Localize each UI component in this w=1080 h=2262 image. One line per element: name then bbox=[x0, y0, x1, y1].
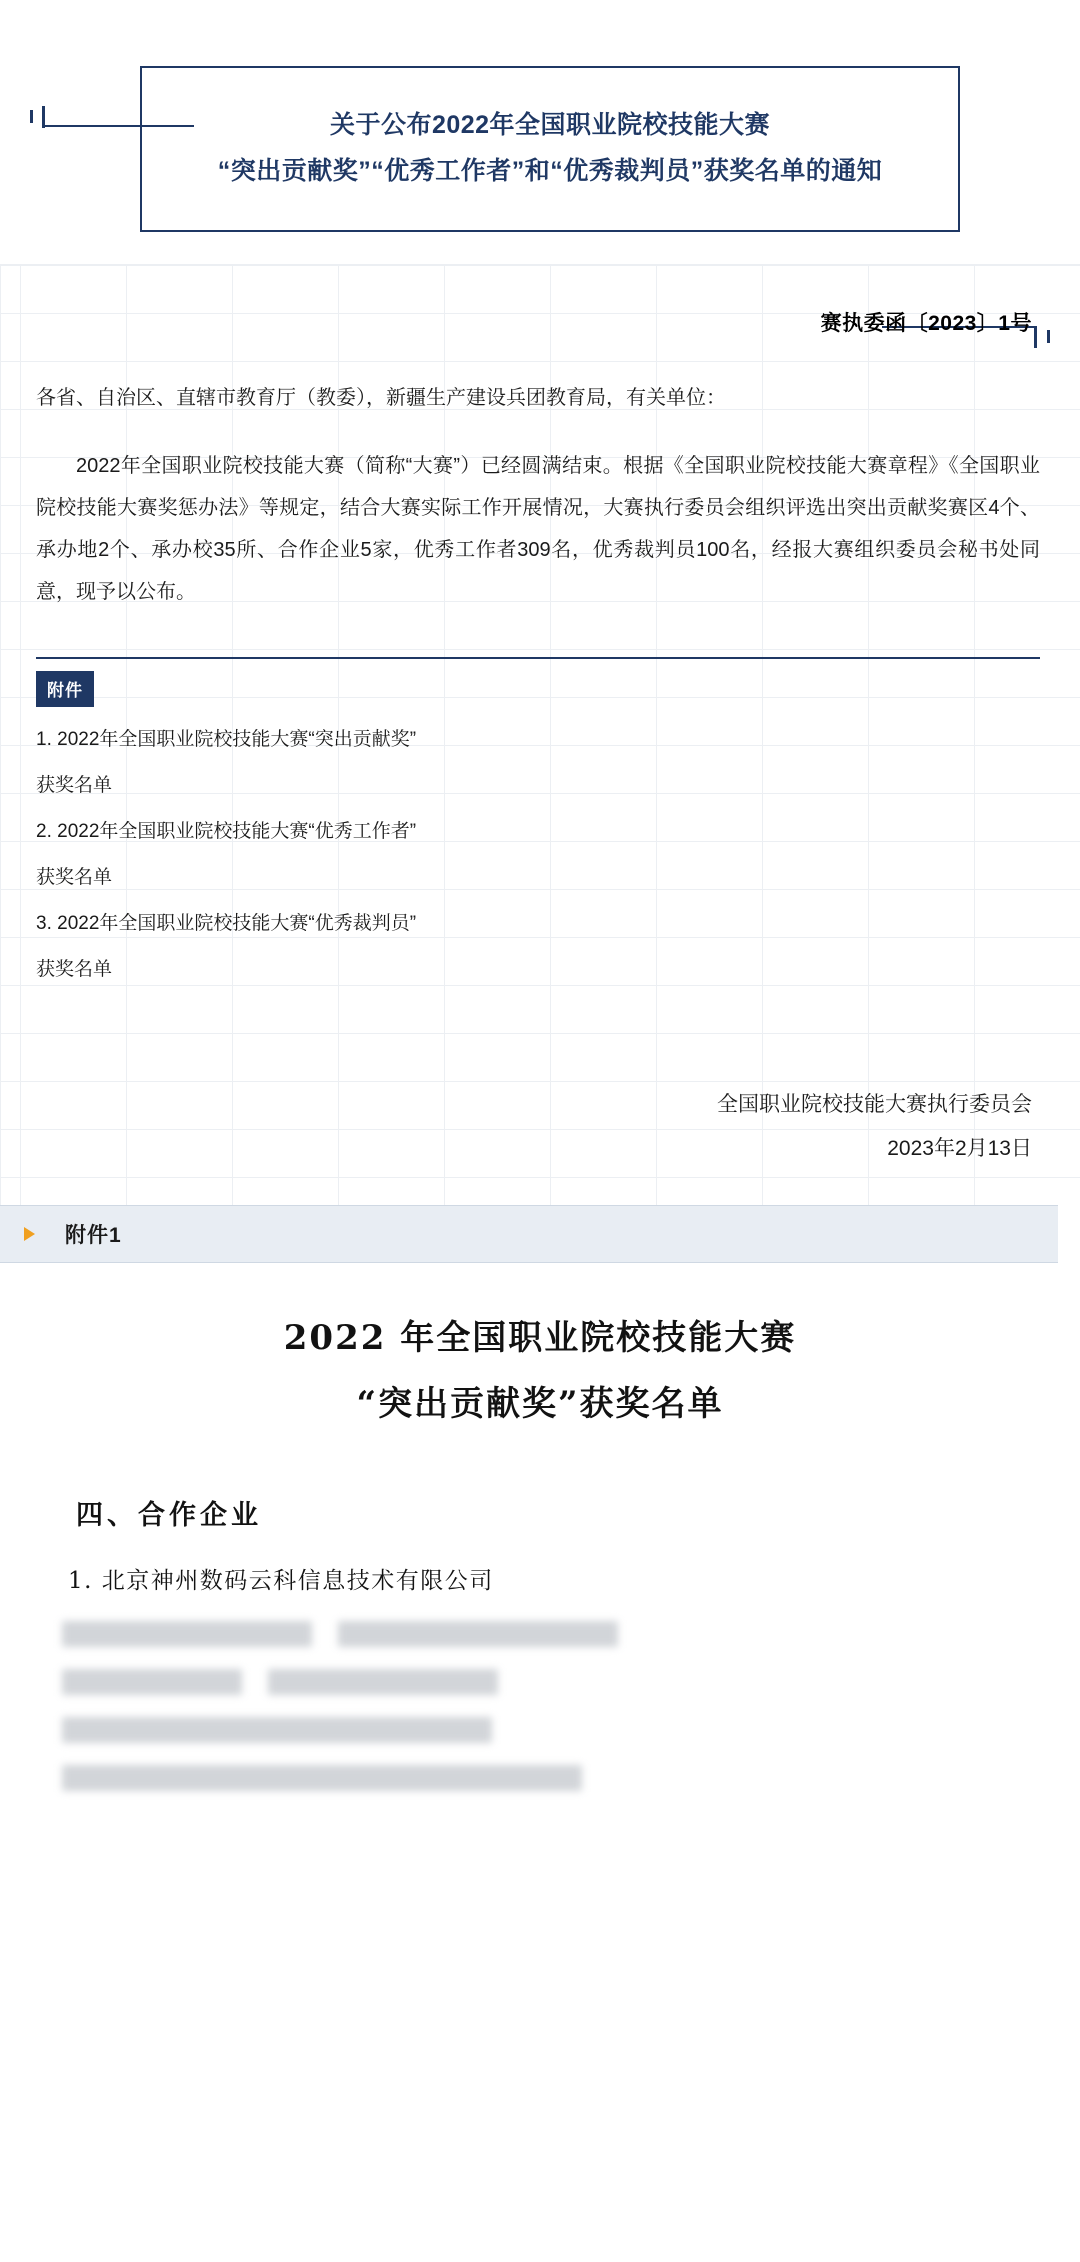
redacted-bar bbox=[62, 1669, 242, 1695]
sheet-bottom-padding bbox=[0, 1171, 1080, 1205]
attachment-item-2-line2: 获奖名单 bbox=[36, 867, 113, 888]
signoff bbox=[0, 1083, 1080, 1171]
notice-title-line-2: “突出贡献奖”“优秀工作者”和“优秀裁判员”获奖名单的通知 bbox=[217, 157, 883, 185]
attachment-item-3-line2: 获奖名单 bbox=[36, 959, 113, 980]
issue-date: 2023年2月13日 bbox=[887, 1137, 1032, 1160]
redacted-bar bbox=[62, 1765, 582, 1791]
attachment-item-3-line1: 3. 2022年全国职业院校技能大赛“优秀裁判员” bbox=[36, 913, 417, 934]
list-item[interactable] bbox=[0, 809, 1080, 901]
attachment-tag: 附件 bbox=[36, 671, 94, 707]
redacted-row bbox=[62, 1717, 1080, 1743]
notice-header bbox=[0, 66, 1080, 232]
decorative-corner-top-left bbox=[24, 106, 194, 128]
issuing-organization: 全国职业院校技能大赛执行委员会 bbox=[717, 1093, 1032, 1116]
redacted-bar bbox=[62, 1621, 312, 1647]
attachment-item-1-line2: 获奖名单 bbox=[36, 775, 113, 796]
attachment-item-2-line1: 2. 2022年全国职业院校技能大赛“优秀工作者” bbox=[36, 821, 417, 842]
attachment-title-line-1: 2022 年全国职业院校技能大赛 bbox=[283, 1318, 797, 1358]
notice-body-sheet bbox=[0, 264, 1080, 1205]
divider bbox=[36, 657, 1040, 659]
notice-title-box bbox=[140, 66, 960, 232]
attachment-list-item-1: 1. 北京神州数码云科信息技术有限公司 bbox=[68, 1568, 494, 1594]
redacted-row bbox=[62, 1669, 1080, 1695]
redacted-row bbox=[62, 1765, 1080, 1791]
attachment-title-line-2: “突出贡献奖”获奖名单 bbox=[356, 1384, 724, 1424]
list-item[interactable] bbox=[0, 717, 1080, 809]
redacted-bar bbox=[268, 1669, 498, 1695]
attachment-section-heading: 四、合作企业 bbox=[76, 1500, 262, 1531]
notice-body-paragraph: 2022年全国职业院校技能大赛（简称“大赛”）已经圆满结束。根据《全国职业院校技能大赛章程》《全国职业院校技能大赛奖惩办法》等规定，结合大赛实际工作开展情况，大赛执行委员会组织评选出突出贡献奖赛区4个、承办地2个、承办校35所、合作企业5家，优秀工作者309名，优秀裁判员100名，经报大赛组织委员会秘书处同意，现予以公布。 bbox=[36, 455, 1040, 603]
attachment-list bbox=[0, 717, 1080, 993]
redacted-bar bbox=[338, 1621, 618, 1647]
expand-triangle-icon[interactable] bbox=[24, 1227, 35, 1241]
list-item[interactable] bbox=[0, 901, 1080, 993]
redacted-bar bbox=[62, 1717, 492, 1743]
attachment-page bbox=[0, 1263, 1080, 1791]
notice-title-line-1: 关于公布2022年全国职业院校技能大赛 bbox=[329, 111, 771, 139]
document-number: 赛执委函〔2023〕1号 bbox=[820, 312, 1032, 335]
attachment-section-header[interactable] bbox=[0, 1205, 1058, 1263]
redacted-content-block bbox=[62, 1621, 1080, 1791]
salutation: 各省、自治区、直辖市教育厅（教委），新疆生产建设兵团教育局，有关单位： bbox=[36, 387, 726, 409]
redacted-row bbox=[62, 1621, 1080, 1647]
attachment-section-label: 附件1 bbox=[65, 1224, 122, 1247]
attachment-item-1-line1: 1. 2022年全国职业院校技能大赛“突出贡献奖” bbox=[36, 729, 417, 750]
